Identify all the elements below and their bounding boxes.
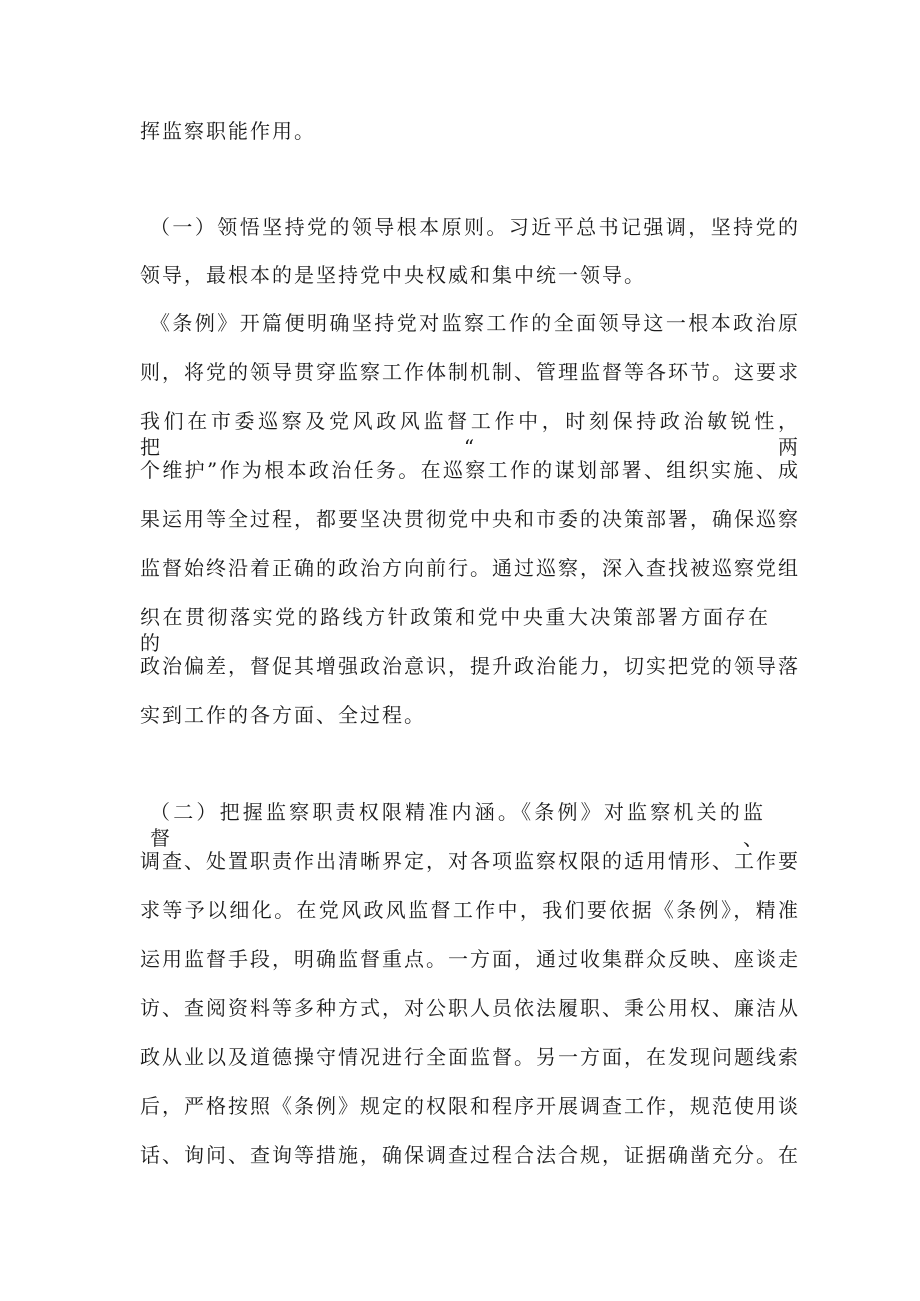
text-line: 后，严格按照《条例》规定的权限和程序开展调查工作，规范使用谈 — [140, 1094, 800, 1118]
text-line: 我们在市委巡察及党风政风监督工作中，时刻保持政治敏锐性，把“两 — [140, 409, 800, 459]
text-line: 政从业以及道德操守情况进行全面监督。另一方面，在发现问题线索 — [140, 1045, 800, 1069]
text-line: 果运用等全过程，都要坚决贯彻党中央和市委的决策部署，确保巡察 — [140, 507, 800, 531]
text-line: 政治偏差，督促其增强政治意识，提升政治能力，切实把党的领导落 — [140, 654, 800, 678]
text-line: 织在贯彻落实党的路线方针政策和党中央重大决策部署方面存在的 — [140, 605, 770, 655]
text-line: 访、查阅资料等多种方式，对公职人员依法履职、秉公用权、廉洁从 — [140, 996, 800, 1020]
text-line: 挥监察职能作用。 — [140, 119, 316, 143]
text-line: 求等予以细化。在党风政风监督工作中，我们要依据《条例》，精准 — [140, 898, 800, 922]
text-line: 则，将党的领导贯穿监察工作体制机制、管理监督等各环节。这要求 — [140, 360, 800, 384]
text-line: 《条例》开篇便明确坚持党对监察工作的全面领导这一根本政治原 — [150, 311, 800, 335]
text-line: 实到工作的各方面、全过程。 — [140, 703, 426, 727]
section-heading-line: （一）领悟坚持党的领导根本原则。习近平总书记强调，坚持党的 — [150, 215, 800, 239]
section-heading-line: （二）把握监察职责权限精准内涵。《条例》对监察机关的监督、 — [150, 800, 765, 850]
text-line: 话、询问、查询等措施，确保调查过程合法合规，证据确凿充分。在 — [140, 1143, 800, 1167]
text-line: 监督始终沿着正确的政治方向前行。通过巡察，深入查找被巡察党组 — [140, 556, 800, 580]
text-line: 领导，最根本的是坚持党中央权威和集中统一领导。 — [140, 263, 646, 287]
text-line: 运用监督手段，明确监督重点。一方面，通过收集群众反映、座谈走 — [140, 947, 800, 971]
text-line: 个维护”作为根本政治任务。在巡察工作的谋划部署、组织实施、成 — [140, 458, 800, 482]
text-line: 调查、处置职责作出清晰界定，对各项监察权限的适用情形、工作要 — [140, 849, 800, 873]
